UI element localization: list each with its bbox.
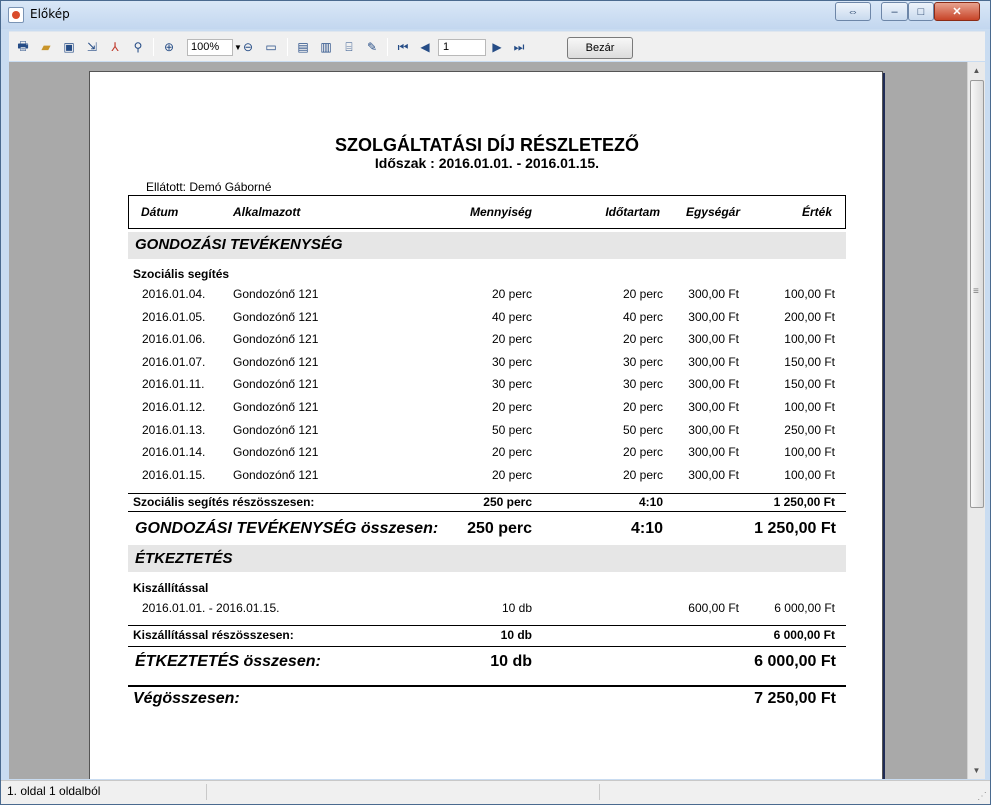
page-view-icon[interactable]: ▭ xyxy=(265,40,277,54)
row-date: 2016.01.15. xyxy=(142,467,206,482)
row-date: 2016.01.11. xyxy=(142,377,205,392)
scroll-up-icon[interactable]: ▲ xyxy=(972,66,981,75)
row-date: 2016.01.07. xyxy=(142,354,206,369)
zoom-in-icon[interactable]: ⊕ xyxy=(163,40,175,54)
section-total-duration: 4:10 xyxy=(630,520,663,537)
section-total-value: 6 000,00 Ft xyxy=(754,653,836,670)
toolbar-separator xyxy=(387,38,388,56)
section-total-quantity: 10 db xyxy=(490,653,532,670)
row-value: 100,00 Ft xyxy=(784,467,835,482)
toolbar-separator xyxy=(287,38,288,56)
row-quantity: 30 perc xyxy=(491,377,532,392)
two-page-icon[interactable]: ▥ xyxy=(320,40,332,54)
print-icon[interactable]: 🖶 xyxy=(17,38,29,53)
header-date: Dátum xyxy=(141,205,179,219)
row-unit-price: 300,00 Ft xyxy=(688,467,739,482)
row-employee: Gondozónő 121 xyxy=(233,287,319,301)
meal-quantity: 10 db xyxy=(501,601,532,615)
row-unit-price: 300,00 Ft xyxy=(688,287,739,301)
find-icon[interactable]: ⚲ xyxy=(133,40,143,54)
previous-page-icon[interactable]: ◀ xyxy=(420,40,430,54)
app-icon xyxy=(8,7,24,23)
scroll-thumb[interactable] xyxy=(970,80,984,508)
status-separator xyxy=(599,784,600,800)
row-value: 100,00 Ft xyxy=(784,445,835,460)
row-duration: 30 perc xyxy=(622,354,663,369)
row-employee: Gondozónő 121 xyxy=(233,377,319,392)
close-preview-button[interactable]: Bezár xyxy=(567,37,633,59)
row-unit-price: 300,00 Ft xyxy=(688,354,739,369)
export-icon[interactable]: ⇲ xyxy=(86,40,98,54)
resize-grip-icon[interactable]: ⋰ xyxy=(977,791,987,802)
row-employee: Gondozónő 121 xyxy=(233,309,319,324)
row-unit-price: 300,00 Ft xyxy=(688,422,739,437)
divider-line xyxy=(128,625,846,626)
window-title: Előkép xyxy=(30,7,70,21)
row-date: 2016.01.13. xyxy=(142,422,206,437)
section-total-value: 1 250,00 Ft xyxy=(754,520,836,537)
toolbar-separator xyxy=(153,38,154,56)
row-duration: 20 perc xyxy=(622,445,663,460)
subtotal-quantity: 10 db xyxy=(500,628,532,642)
row-unit-price: 300,00 Ft xyxy=(688,400,739,414)
section-total-quantity: 250 perc xyxy=(467,520,532,537)
chevron-down-icon[interactable]: ▼ xyxy=(234,43,242,52)
status-bar xyxy=(1,780,990,804)
page-status: 1. oldal 1 oldalból xyxy=(7,784,101,798)
meal-value: 6 000,00 Ft xyxy=(774,601,835,615)
close-icon: ✕ xyxy=(952,6,962,18)
row-value: 250,00 Ft xyxy=(784,422,835,437)
header-employee: Alkalmazott xyxy=(233,205,301,219)
pdf-icon[interactable]: ⅄ xyxy=(111,40,119,54)
section-title: GONDOZÁSI TEVÉKENYSÉG xyxy=(135,236,343,253)
row-duration: 20 perc xyxy=(622,287,663,301)
meal-period: 2016.01.01. - 2016.01.15. xyxy=(142,601,280,615)
row-value: 100,00 Ft xyxy=(784,400,835,414)
subtotal-label: Szociális segítés részösszesen: xyxy=(133,495,315,509)
minimize-button[interactable] xyxy=(881,2,908,21)
meal-unit-price: 600,00 Ft xyxy=(688,601,739,615)
row-duration: 20 perc xyxy=(622,400,663,414)
grand-total-label: Végösszesen: xyxy=(133,690,240,707)
row-employee: Gondozónő 121 xyxy=(233,354,319,369)
row-quantity: 20 perc xyxy=(491,467,532,482)
next-page-icon[interactable]: ▶ xyxy=(492,40,502,54)
subgroup-title: Kiszállítással xyxy=(133,581,209,595)
row-value: 100,00 Ft xyxy=(784,287,835,301)
row-quantity: 20 perc xyxy=(491,332,532,347)
subtotal-value: 6 000,00 Ft xyxy=(773,628,835,642)
zoom-out-icon[interactable]: ⊖ xyxy=(242,40,254,54)
subtotal-quantity: 250 perc xyxy=(483,495,532,509)
row-date: 2016.01.05. xyxy=(142,309,206,324)
row-date: 2016.01.06. xyxy=(142,332,206,347)
row-quantity: 30 perc xyxy=(491,354,532,369)
section-title: ÉTKEZTETÉS xyxy=(135,550,233,567)
grand-total-line xyxy=(128,685,846,687)
header-value: Érték xyxy=(801,205,832,219)
edit-icon[interactable]: ✎ xyxy=(366,40,378,54)
row-employee: Gondozónő 121 xyxy=(233,400,319,414)
row-duration: 20 perc xyxy=(622,467,663,482)
row-unit-price: 300,00 Ft xyxy=(688,445,739,460)
row-employee: Gondozónő 121 xyxy=(233,422,319,437)
restore-aero-button[interactable] xyxy=(835,2,871,21)
divider-line xyxy=(128,493,846,494)
grand-total-value: 7 250,00 Ft xyxy=(754,690,836,707)
double-arrow-icon: ⇔ xyxy=(847,5,859,18)
row-date: 2016.01.14. xyxy=(142,445,206,460)
row-quantity: 40 perc xyxy=(491,309,532,324)
subgroup-title: Szociális segítés xyxy=(133,267,230,281)
scroll-down-icon[interactable]: ▼ xyxy=(972,766,981,775)
subtotal-label: Kiszállítással részösszesen: xyxy=(133,628,294,642)
book-icon[interactable]: ⌸ xyxy=(345,39,353,54)
section-band xyxy=(128,545,846,572)
page-number-input[interactable]: 1 xyxy=(438,39,486,56)
header-quantity: Mennyiség xyxy=(469,205,532,219)
row-unit-price: 300,00 Ft xyxy=(688,309,739,324)
toolbar xyxy=(9,31,985,61)
header-duration: Időtartam xyxy=(605,205,660,219)
title-bar xyxy=(1,1,990,29)
report-title: SZOLGÁLTATÁSI DÍJ RÉSZLETEZŐ xyxy=(335,135,639,155)
row-quantity: 20 perc xyxy=(491,445,532,460)
row-date: 2016.01.12. xyxy=(142,400,206,414)
maximize-button[interactable] xyxy=(908,2,934,21)
row-unit-price: 300,00 Ft xyxy=(688,377,739,392)
row-quantity: 50 perc xyxy=(491,422,532,437)
report-page xyxy=(89,71,883,779)
status-separator xyxy=(206,784,207,800)
row-duration: 20 perc xyxy=(622,332,663,347)
row-employee: Gondozónő 121 xyxy=(233,467,319,482)
close-window-button[interactable] xyxy=(934,2,980,21)
row-value: 150,00 Ft xyxy=(784,354,835,369)
row-unit-price: 300,00 Ft xyxy=(688,332,739,347)
section-total-label: GONDOZÁSI TEVÉKENYSÉG összesen: xyxy=(135,520,439,537)
row-employee: Gondozónő 121 xyxy=(233,445,319,460)
row-duration: 40 perc xyxy=(622,309,663,324)
zoom-select[interactable]: 100% xyxy=(187,39,233,56)
save-icon[interactable]: ▣ xyxy=(63,40,75,54)
row-value: 150,00 Ft xyxy=(784,377,835,392)
row-quantity: 20 perc xyxy=(491,287,532,301)
minimize-icon: – xyxy=(891,5,898,18)
first-page-icon[interactable]: ⏮ xyxy=(397,39,409,54)
header-unit-price: Egységár xyxy=(685,205,740,219)
divider-line xyxy=(128,511,846,512)
row-date: 2016.01.04. xyxy=(142,287,206,301)
maximize-icon: □ xyxy=(917,5,925,18)
row-value: 200,00 Ft xyxy=(784,309,835,324)
report-period: Időszak : 2016.01.01. - 2016.01.15. xyxy=(374,155,600,171)
one-page-icon[interactable]: ▤ xyxy=(297,40,309,54)
vertical-scrollbar[interactable] xyxy=(967,62,985,779)
row-duration: 50 perc xyxy=(622,422,663,437)
row-duration: 30 perc xyxy=(622,377,663,392)
open-folder-icon[interactable]: ▰ xyxy=(41,40,51,54)
row-value: 100,00 Ft xyxy=(784,332,835,347)
last-page-icon[interactable]: ⏭ xyxy=(513,39,525,54)
subtotal-duration: 4:10 xyxy=(638,495,663,509)
preview-viewport[interactable] xyxy=(9,62,967,779)
divider-line xyxy=(128,646,846,647)
section-total-label: ÉTKEZTETÉS összesen: xyxy=(135,653,321,670)
row-quantity: 20 perc xyxy=(491,400,532,414)
subtotal-value: 1 250,00 Ft xyxy=(773,495,835,509)
client-name: Ellátott: Demó Gáborné xyxy=(146,180,272,194)
row-employee: Gondozónő 121 xyxy=(233,332,319,347)
